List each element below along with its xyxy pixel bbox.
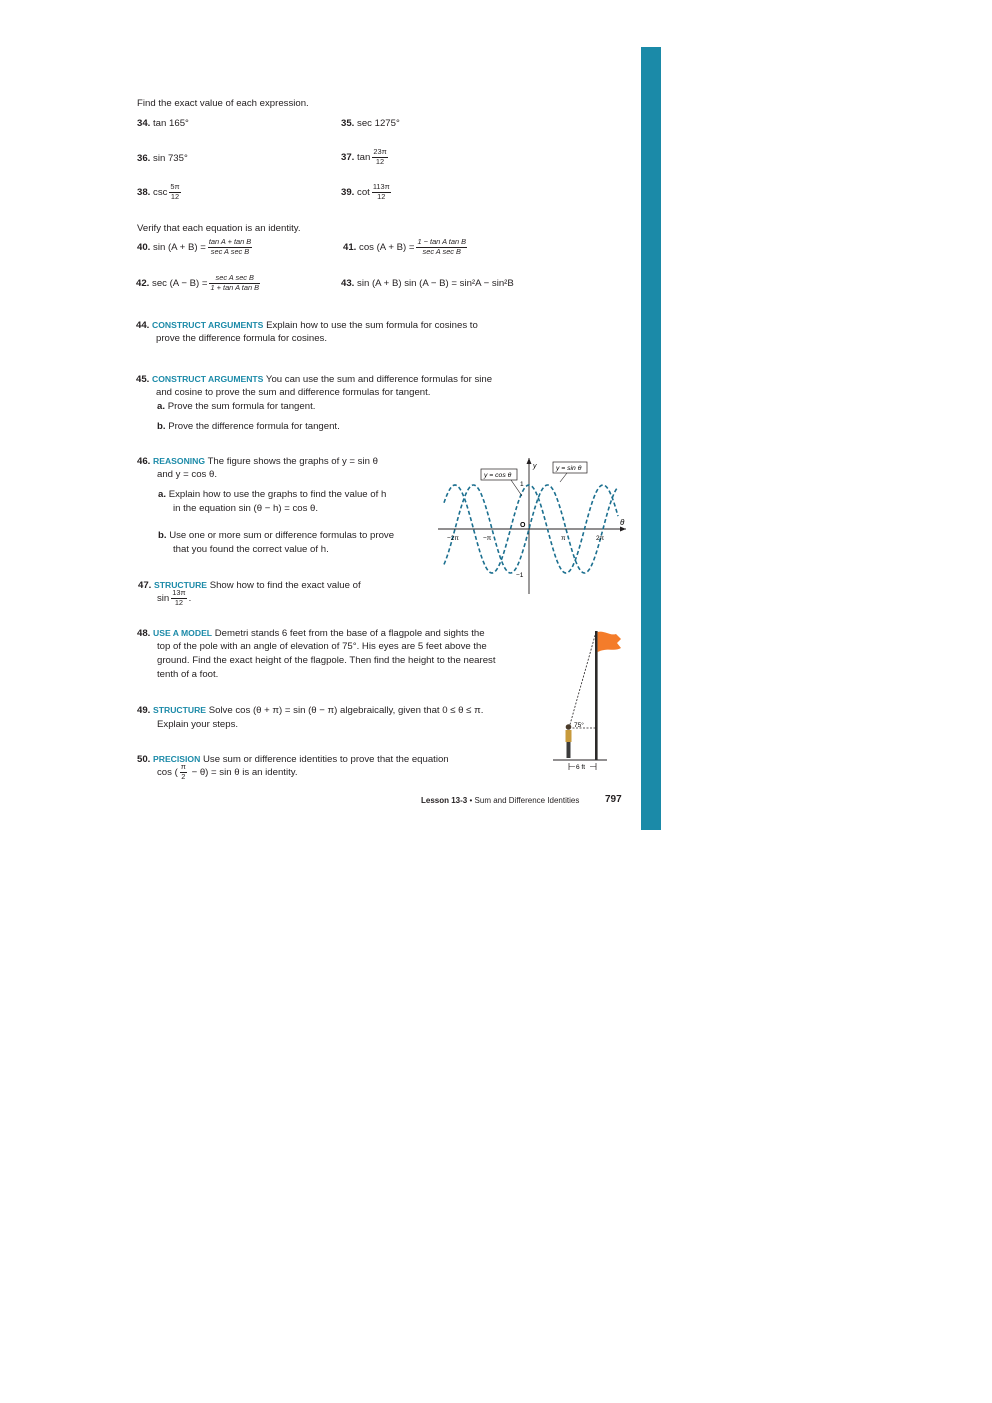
problem-46-line2: and y = cos θ.	[157, 469, 217, 480]
problem-45: 45. CONSTRUCT ARGUMENTS You can use the sum and difference formulas for sine	[136, 374, 493, 385]
page-number: 797	[605, 794, 622, 805]
flag	[598, 632, 621, 652]
leader-sin	[560, 473, 567, 482]
problem-46b: b. Use one or more sum or difference formulas to prove	[158, 530, 395, 541]
problem-46a: a. Explain how to use the graphs to find the value of h	[158, 489, 387, 500]
problem-43: 43. sin (A + B) sin (A − B) = sin²A − sin²B	[341, 278, 514, 289]
person-body	[566, 730, 572, 742]
tick-label-neg-pi: −π	[483, 535, 492, 542]
problem-50-expr: cos ( $\frac{\pi}{2}$ − θ) = sin θ is an identity.	[157, 762, 298, 781]
problem-48-line2: top of the pole with an angle of elevation of 75°. His eyes are 5 feet above the	[157, 641, 487, 652]
flagpole	[595, 631, 598, 760]
axis-label-theta: θ	[620, 518, 625, 527]
problem-36: 36. sin 735°	[137, 153, 188, 164]
tick-label-pi: π	[561, 535, 566, 542]
person-head	[566, 724, 572, 730]
person-legs	[567, 740, 571, 758]
problem-45-line2: and cosine to prove the sum and difference formulas for tangent.	[156, 387, 431, 398]
label-sin: y = sin θ	[556, 465, 582, 472]
problem-47: 47. STRUCTURE Show how to find the exact value of	[138, 580, 361, 591]
problem-45a: a. Prove the sum formula for tangent.	[157, 401, 316, 412]
tick-label-2pi: 2π	[596, 535, 605, 542]
problem-45b: b. Prove the difference formula for tangent.	[157, 421, 340, 432]
problem-39: 39. cot $\frac{113\pi}{12}$	[341, 182, 390, 201]
problem-46: 46. REASONING The figure shows the graphs of y = sin θ	[137, 456, 378, 467]
problem-46a-line2: in the equation sin (θ − h) = cos θ.	[173, 503, 319, 514]
problem-49: 49. STRUCTURE Solve cos (θ + π) = sin (θ − π) algebraically, given that 0 ≤ θ ≤ π.	[137, 705, 484, 716]
problem-48-line3: ground. Find the exact height of the flagpole. Then find the height to the nearest	[157, 655, 496, 666]
trig-graph	[436, 456, 628, 596]
problem-50: 50. PRECISION Use sum or difference identities to prove that the equation	[137, 754, 449, 765]
problem-41: 41. cos (A + B) = $\frac{\text{1 − tan A tan B}}{\text{sec A sec B}}$	[343, 237, 467, 256]
label-cos: y = cos θ	[484, 472, 512, 479]
problem-42: 42. sec (A − B) = $\frac{\text{sec A sec B}}{\text{1 + tan A tan B}}$	[136, 273, 260, 292]
tick-label-y-neg1: −1	[516, 572, 524, 579]
problem-44: 44. CONSTRUCT ARGUMENTS Explain how to use the sum formula for cosines to	[136, 320, 478, 331]
tick-label-y-1: 1	[520, 481, 524, 488]
sight-line	[569, 632, 596, 728]
heading-verify-identities: Verify that each equation is an identity.	[137, 223, 301, 234]
heading-exact-values: Find the exact value of each expression.	[137, 98, 309, 109]
problem-47-expr: sin $\frac{13\pi}{12}$ .	[157, 588, 192, 607]
problem-35: 35. sec 1275°	[341, 118, 400, 129]
angle-label: 75°	[574, 722, 584, 729]
distance-label: 6 ft	[576, 764, 586, 771]
problem-46b-line2: that you found the correct value of h.	[173, 544, 329, 555]
problem-40: 40. sin (A + B) = $\frac{\text{tan A + tan B}}{\text{sec A sec B}}$	[137, 237, 252, 256]
problem-44-line2: prove the difference formula for cosines.	[156, 333, 328, 344]
problem-34: 34. tan 165°	[137, 118, 189, 129]
origin-label: O	[520, 522, 526, 529]
problem-38: 38. csc $\frac{5\pi}{12}$	[137, 182, 180, 201]
problem-37: 37. tan $\frac{23\pi}{12}$	[341, 147, 387, 166]
axis-label-y: y	[533, 463, 537, 470]
footer-lesson: Lesson 13-3 • Sum and Difference Identities	[421, 796, 580, 805]
chapter-sidebar-bar	[641, 47, 661, 830]
problem-49-line2: Explain your steps.	[157, 719, 239, 730]
problem-48: 48. USE A MODEL Demetri stands 6 feet from the base of a flagpole and sights the	[137, 628, 485, 639]
flagpole-figure	[550, 626, 626, 774]
x-axis-arrow	[620, 527, 626, 532]
y-axis-arrow	[527, 458, 532, 464]
problem-48-line4: tenth of a foot.	[157, 669, 219, 680]
tick-label-neg-2pi: −2π	[447, 535, 459, 542]
